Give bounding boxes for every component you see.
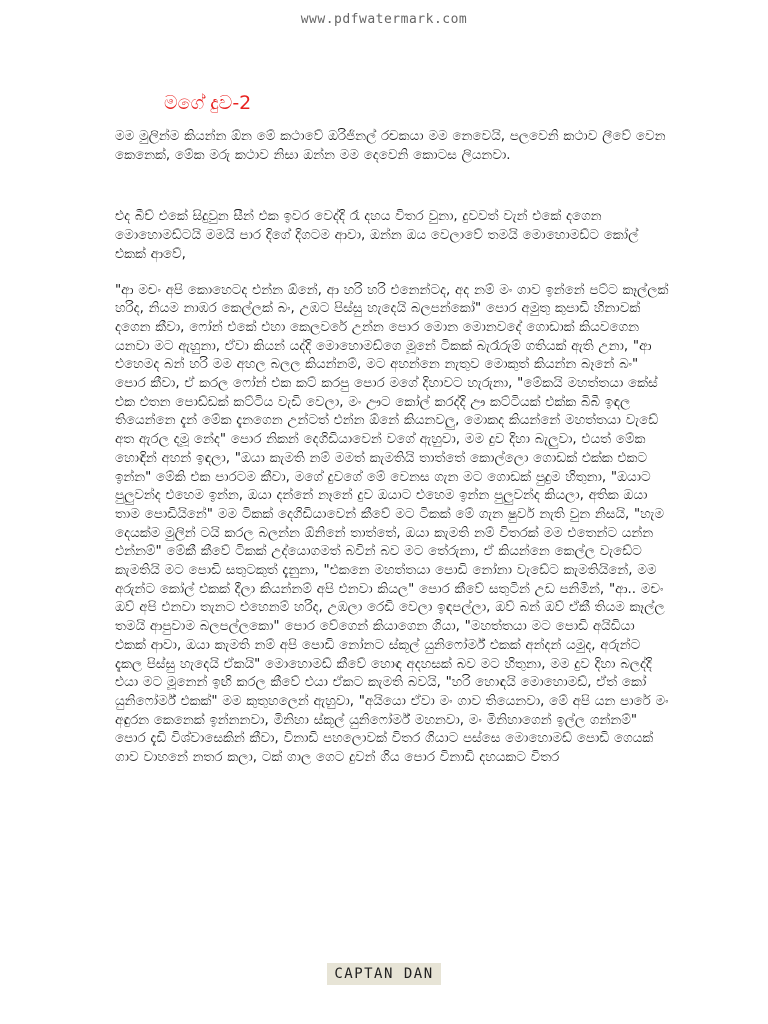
story-body <box>115 122 670 768</box>
author-footer <box>0 963 768 985</box>
story-title: මගේ දුව-2 <box>164 92 252 114</box>
watermark-url: www.pdfwatermark.com <box>300 12 468 27</box>
author-label: CAPTAN DAN <box>327 963 440 985</box>
paragraph-phone-call: "ආ මචං අපි කොහෙටද එන්න ඕනේ, ආ හරි හරි එනෙන්ටද, අද නම් මං ගාව ඉන්නේ පට්ට කෑල්ලක් හරිද, නියම නාඹර කෙල්ලක් බං, උඹට පිස්සු හැදෙයි බලපන්කෝ" පොර අමුතු කුපාඩි හිනාවක් දගෙන කීවා, ෆෝන් එකේ එහා කෙලවරේ උන්න පොර මොන මොනවදේ ගොඩාක් කියවගෙන යනවා මට ඇහුනා, ඒවා කියන් යද්දි මොහොමඩ්ගෙ මූනේ ටිකක් බැරෑරුම් ගතියක් ඇති උනා, "ආ එහෙමද බන් හරි මම අහල බලල කියන්නම්, මට අහන්නෙ නැතුව මොකුත් කියන්න බෑනේ බං" පොර කීවා, ඒ කරල ෆෝන් එක කට් කරපු පොර මගේ දිහාවට හැරුනා, "මේකයි මහත්තයා කේස් එක එතන පොඩ්ඩක් කට්ටිය වැඩි වෙලා, මං ඌට කෝල් කරද්දි ඌ කට්ටියක් එක්ක බිබී ඉඳල තියෙන්නෙ දැන් මේක දැනගෙන උන්ටත් එන්න ඕනේ කියනවලු, මොකද කියන්නේ මහත්තයා වැඩේ අත ඇරල දමූ නේද" පොර නිකන් දෙගිඩියාවෙන් වගේ ඇහුවා, මම දුව දිහා බැලුවා, එයත් මේක හොඳින් අහන් ඉඳලා, "ඔයා කැමති නම් මමත් කැමතියි තාත්තේ කොල්ලො ගොඩක් එක්ක එකට ඉන්න" මේකි එක පාරටම කීවා, මගේ දුවගේ මේ වෙනස ගැන මට ගොඩක් පුදුම හිතුනා, "ඔයාට පුලුවන්ද එහෙම ඉන්න, ඔයා දන්නේ නෑනේ දුව ඔයාට එහෙම ඉන්න පුලුවන්ද කියලා, අතික ඔයා තාම පොඩියිනේ" මම ටිකක් දෙගිඩියාවෙන් කීවේ මට ටිකක් මේ ගැන ෂුවර් නැති වුන නිසයි, "හැම දෙයක්ම මුලින් ටයි කරල බලන්න ඕනිනේ තාත්තේ, ඔයා කැමති නම් විතරක් මම එතෙන්ට යන්න එන්නම්" මේකී කීවේ ටිකක් උද්යොගමත් බවින් බව මට තේරුනා, ඒ කියන්නෙ කෙල්ල වැඩේට කැමතියි මට පොඩි සතුටකුත් දැනුනා, "එකනෙ මහත්තයා පොඩි නෝනා වැඩේට කැමතියිනේ, මම අරුන්ට කෝල් එකක් දීලා කියන්නම් අපි එනවා කියල" පොර කීවේ සතුටින් උඩ පනිමින්, "ආ.. මචං ඔව් අපි එනවා තැනට එහෙනම් හරිද, උඹලා රෙඩි වෙලා ඉඳපල්ලා, ඔව් බන් ඔව් ඒකී තියම කෑල්ල තමයි ආපුවාම බලපල්ලකො" පොර වේගෙන් කියාගෙන ගියා, "මහත්තයා මට පොඩි අයිඩියා එකක් ආවා, ඔයා කැමති නම් අපි පොඩි නෝනට ස්කූල් යුනිෆෝර්ම් එකක් අන්දන් යමුද, අරුන්ට දැකල පිස්සු හැදෙයි ඒකයි" මොහොමඩ් කීවේ හොඳ අදහසක් බව මට හිතුනා, මම දුව දිහා බලද්දි එයා මට මූනෙන් ඉඟි කරල කීවේ එයා ඒකට කැමති බවයි, "හරි හොඳයි මොහොමඩ්, ඒත් කෝ යුනිෆෝර්ම් එකක්" මම කුතුහලෙන් ඇහුවා, "අයියො ඒවා මං ගාව තියෙනවා, මේ අපි යන පාරේ මං අඳුරන කෙනෙක් ඉන්නනවා, මිනිහා ස්කූල් යුනිෆෝර්ම් මහනවා, මං මිනිහාගෙන් ඉල්ල ගන්නම්" පොර දැඩි විශ්වාසෙකින් කීවා, විනාඩි පහලොවක් විතර ගියාට පස්සෙ මොහොමඩ් පොඩි ගෙයක් ගාව වාහනේ නතර කලා, ටක් ගාල ගෙට දුවන් ගිය පොර විනාඩි දහයකට විතර <box>115 282 669 766</box>
paragraph-intro: මම මුලින්ම කියන්න ඕන මේ කථාවේ ඔරිජිනල් රචකයා මම නෙවෙයි, පලවෙනි කථාව ලීවේ වෙන කෙනෙක්, මේක මරු කථාව නිසා ඔන්න මම දෙවෙනි කොටස ලියනවා. <box>115 129 666 163</box>
paragraph-beach-night: එද බීච් එකේ සිදුවුන සීන් එක ඉවර වෙද්දි රෑ දහය විතර වුනා, දුවවත් වැන් එකේ දගෙන මොහොමඩ්ටයි මමයි පාර දිගේ දිගටම ආවා, ඔන්න ඔය වෙලාවේ තමයි මොහොමඩ්ට කෝල් එකක් ආවේ, <box>115 209 639 262</box>
